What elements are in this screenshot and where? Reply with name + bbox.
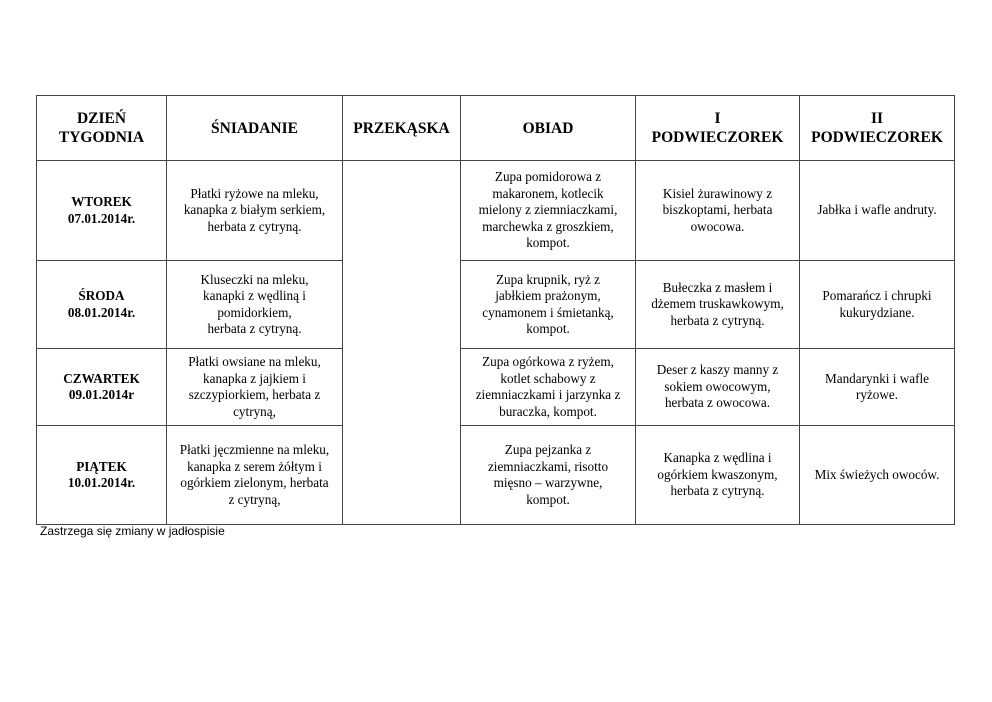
cell-line: buraczka, kompot. [499,403,597,419]
lunch-cell [461,349,636,426]
cell-line: ziemniaczkami, risotto [487,458,609,474]
table-row [37,261,955,349]
cell-line: ŚRODA [78,288,125,303]
cell-line: ŚNIADANIE [211,119,298,137]
cell-line: ogórkiem zielonym, herbata [180,475,329,490]
lunch-cell [461,161,636,261]
cell-line: PODWIECZOREK [811,129,943,146]
cell-line: marchewka z groszkiem, [482,218,614,234]
cell-line: cynamonem i śmietanką, [482,304,614,320]
cell-line: Mix świeżych owoców. [814,466,940,482]
cell-line: 09.01.2014r [68,387,135,402]
table-row [37,349,955,426]
afternoon-snack-2-cell [800,161,955,261]
lunch-cell [461,261,636,349]
cell-line: I [714,110,721,127]
table-row [37,426,955,525]
cell-line: kompot. [526,321,570,336]
header-breakfast [167,96,343,161]
afternoon-snack-1-cell [636,349,800,426]
cell-line: mielony z ziemniaczkami, [478,202,618,218]
afternoon-snack-2-cell [800,426,955,525]
breakfast-cell [167,426,343,525]
cell-line: herbata z cytryną. [670,483,765,499]
afternoon-snack-1-cell [636,261,800,349]
cell-line: PIĄTEK [76,458,127,474]
cell-line: TYGODNIA [58,129,145,146]
afternoon-snack-1-cell [636,161,800,261]
cell-line: Kisiel żurawinowy z [662,185,773,201]
header-row [37,96,955,161]
cell-line: Płatki owsiane na mleku, [188,354,321,369]
afternoon-snack-1-cell [636,426,800,525]
cell-line: Płatki jęczmienne na mleku, [179,442,330,457]
cell-line: owocowa. [690,218,745,234]
breakfast-cell [167,261,343,349]
cell-line: kanapka z serem żółtym i [187,458,322,474]
cell-line: CZWARTEK [63,370,140,386]
cell-line: Pomarańcz i chrupki [822,288,932,303]
cell-line: kanapka z jajkiem i [203,370,306,386]
cell-line: pomidorkiem, [217,304,292,320]
cell-line: Mandarynki i wafle [825,370,929,386]
cell-line: OBIAD [522,119,574,137]
cell-line: dżemem truskawkowym, [651,296,784,312]
cell-line: makaronem, kotlecik [492,185,604,201]
afternoon-snack-2-cell [800,349,955,426]
cell-line: sokiem owocowym, [664,378,771,394]
cell-line: ogórkiem kwaszonym, [657,466,778,482]
cell-line: kompot. [526,235,570,251]
cell-line: Płatki ryżowe na mleku, [190,185,319,201]
cell-line: biszkoptami, herbata [662,202,773,218]
cell-line: 10.01.2014r. [67,475,136,490]
cell-line: Zupa pejzanka z [504,442,592,457]
table-row [37,161,955,261]
cell-line: cytryną, [233,403,276,419]
cell-line: ryżowe. [855,387,899,402]
cell-line: 08.01.2014r. [67,304,136,320]
header-day [37,96,167,161]
weekly-menu-table [36,95,955,525]
cell-line: Zupa krupnik, ryż z [496,271,600,287]
menu-change-note: Zastrzega się zmiany w jadłospisie [40,524,225,538]
day-cell [37,261,167,349]
lunch-cell [461,426,636,525]
cell-line: ziemniaczkami i jarzynka z [475,387,621,402]
cell-line: 07.01.2014r. [67,210,136,226]
cell-line: kotlet schabowy z [500,370,596,386]
cell-line: kompot. [526,491,570,507]
cell-line: Kanapka z wędlina i [663,450,772,466]
snack-cell [343,161,461,525]
cell-line: PODWIECZOREK [651,129,784,146]
cell-line: kanapki z wędliną i [203,288,306,303]
afternoon-snack-2-cell [800,261,955,349]
header-snack [343,96,461,161]
day-cell [37,349,167,426]
day-cell [37,161,167,261]
cell-line: herbata z cytryną. [207,218,302,234]
cell-line: Zupa pomidorowa z [494,169,602,185]
header-lunch [461,96,636,161]
cell-line: jabłkiem prażonym, [495,288,601,303]
cell-line: PRZEKĄSKA [353,119,450,137]
cell-line: mięsno – warzywne, [493,475,603,490]
cell-line: Deser z kaszy manny z [656,362,779,378]
cell-line: Bułeczka z masłem i [662,279,773,295]
header-afternoon-snack-2 [800,96,955,161]
cell-line: herbata z cytryną. [207,321,302,336]
cell-line: WTOREK [71,194,132,209]
cell-line: II [870,110,884,127]
cell-line: z cytryną, [228,491,281,507]
day-cell [37,426,167,525]
cell-line: szczypiorkiem, herbata z [188,387,321,402]
cell-line: Kluseczki na mleku, [200,271,309,287]
cell-line: kukurydziane. [839,304,915,320]
header-afternoon-snack-1 [636,96,800,161]
cell-line: kanapka z białym serkiem, [183,202,326,218]
breakfast-cell [167,349,343,426]
cell-line: Zupa ogórkowa z ryżem, [482,354,614,369]
breakfast-cell [167,161,343,261]
cell-line: Jabłka i wafle andruty. [817,202,937,218]
cell-line: herbata z cytryną. [670,312,765,328]
cell-line: DZIEŃ [76,110,127,127]
cell-line: herbata z owocowa. [664,395,771,411]
